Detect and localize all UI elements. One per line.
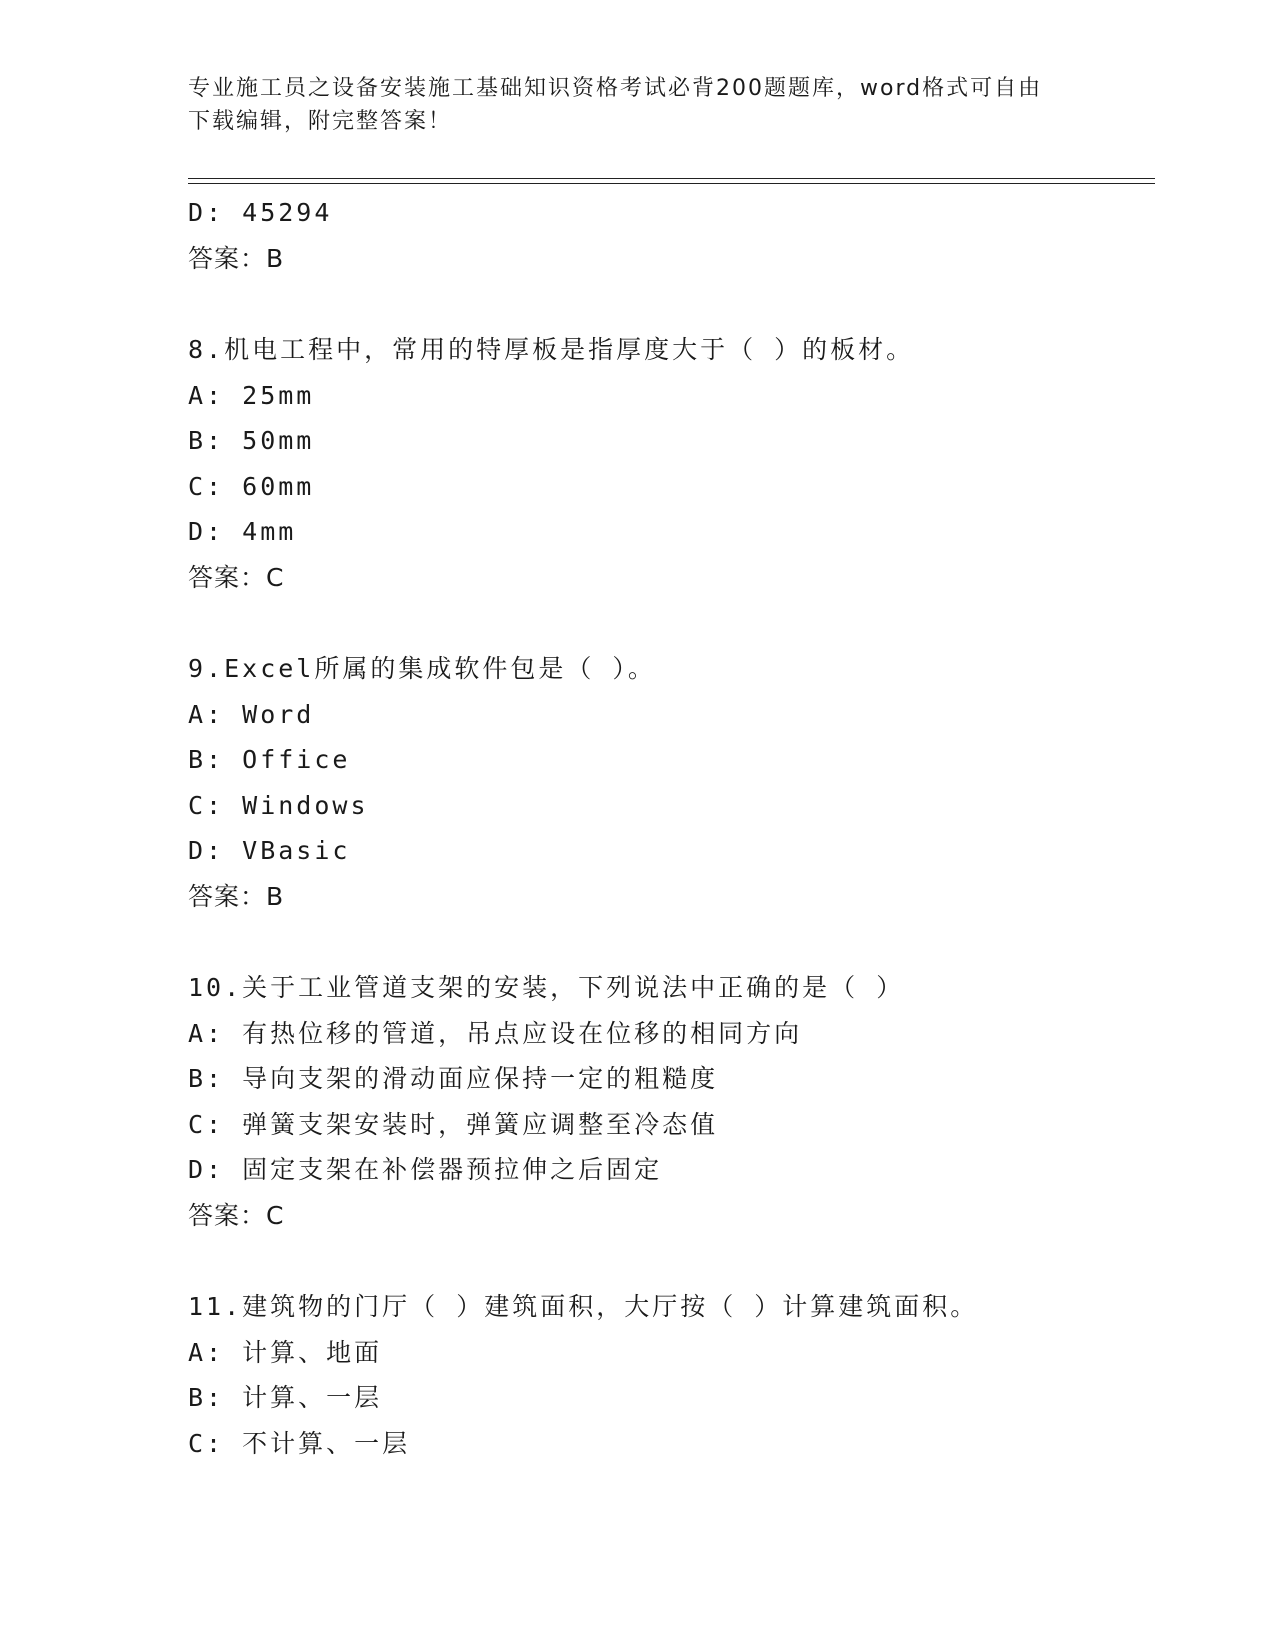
option-d: D: 固定支架在补偿器预拉伸之后固定 [188, 1155, 663, 1184]
option-d: D: 4mm [188, 517, 297, 546]
question-stem: 9.Excel所属的集成软件包是（ ）。 [188, 654, 656, 683]
question-stem: 10.关于工业管道支架的安装，下列说法中正确的是（ ） [188, 973, 905, 1002]
question-list [188, 190, 1155, 1466]
option-d: D: 45294 [188, 198, 333, 227]
option-a: A: Word [188, 699, 315, 729]
option-c: C: 60mm [188, 471, 315, 501]
answer-line: 答案：B [188, 243, 285, 273]
header-line-2: 下载编辑，附完整答案！ [188, 109, 453, 134]
option-c: C: 不计算、一层 [188, 1428, 411, 1458]
question-8 [188, 327, 1155, 600]
spacer [188, 1238, 1155, 1284]
answer-line: 答案：C [188, 1200, 285, 1230]
spacer [188, 281, 1155, 327]
question-9 [188, 646, 1155, 919]
answer-line: 答案：C [188, 562, 285, 592]
spacer [188, 600, 1155, 646]
question-stem: 11.建筑物的门厅（ ）建筑面积，大厅按（ ）计算建筑面积。 [188, 1292, 979, 1321]
option-b: B: 50mm [188, 426, 315, 455]
option-b: B: 导向支架的滑动面应保持一定的粗糙度 [188, 1064, 719, 1093]
question-7-tail [188, 190, 1155, 281]
option-a: A: 有热位移的管道，吊点应设在位移的相同方向 [188, 1018, 803, 1048]
option-a: A: 25mm [188, 380, 315, 410]
question-stem: 8.机电工程中，常用的特厚板是指厚度大于（ ）的板材。 [188, 335, 915, 364]
option-c: C: 弹簧支架安装时，弹簧应调整至冷态值 [188, 1109, 719, 1139]
spacer [188, 919, 1155, 965]
header-double-rule [188, 178, 1155, 184]
document-header [188, 72, 1088, 138]
header-line-1: 专业施工员之设备安装施工基础知识资格考试必背200题题库，word格式可自由 [188, 76, 1043, 101]
answer-line: 答案：B [188, 881, 285, 911]
option-a: A: 计算、地面 [188, 1337, 383, 1367]
question-10 [188, 965, 1155, 1238]
option-b: B: 计算、一层 [188, 1383, 383, 1412]
question-11 [188, 1284, 1155, 1466]
option-d: D: VBasic [188, 836, 351, 865]
option-b: B: Office [188, 745, 351, 774]
option-c: C: Windows [188, 790, 369, 820]
